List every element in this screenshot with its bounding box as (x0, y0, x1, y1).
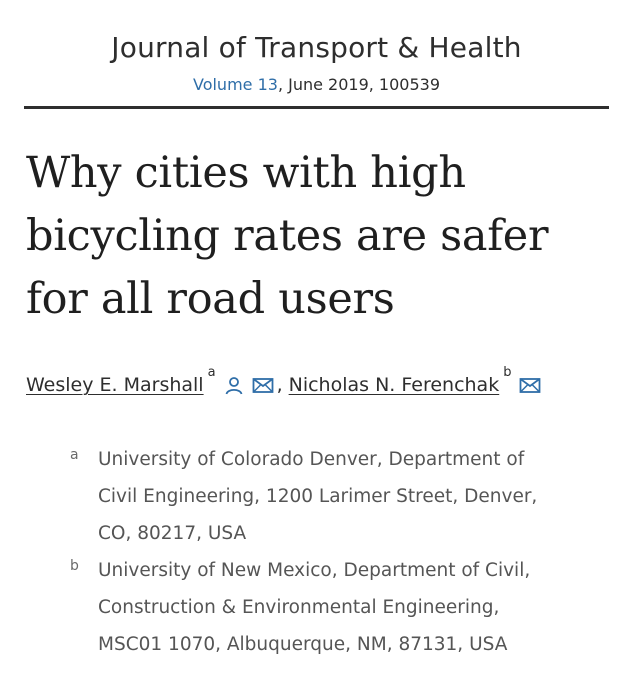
author-list (26, 365, 541, 400)
journal-header (24, 30, 609, 95)
affiliation-b (66, 552, 606, 663)
person-icon[interactable] (224, 375, 244, 402)
author-name-marshall[interactable]: Wesley E. Marshall (26, 374, 204, 396)
affiliation-line: Civil Engineering, 1200 Larimer Street, Denver, (98, 486, 538, 507)
author-name-ferenchak[interactable]: Nicholas N. Ferenchak (288, 374, 500, 396)
affiliations (66, 441, 606, 663)
affiliation-marker: a (70, 447, 79, 463)
issue-info: , June 2019, 100539 (277, 75, 441, 94)
affiliation-a (66, 441, 606, 552)
journal-title[interactable]: Journal of Transport & Health (111, 31, 522, 64)
journal-citation (24, 75, 609, 95)
envelope-icon[interactable] (519, 375, 541, 402)
affiliation-marker[interactable]: b (503, 365, 512, 380)
article-title-line: for all road users (26, 274, 395, 324)
author-separator: , (276, 374, 283, 396)
header-divider (24, 106, 609, 109)
article-title (26, 142, 616, 331)
envelope-icon[interactable] (252, 375, 274, 402)
affiliation-line: University of Colorado Denver, Department of (98, 449, 525, 470)
affiliation-line: CO, 80217, USA (98, 523, 247, 544)
affiliation-marker[interactable]: a (207, 365, 216, 380)
affiliation-marker: b (70, 558, 79, 574)
affiliation-line: Construction & Environmental Engineering, (98, 597, 500, 618)
article-title-line: Why cities with high (26, 148, 466, 198)
affiliation-line: MSC01 1070, Albuquerque, NM, 87131, USA (98, 634, 508, 655)
volume-link[interactable]: Volume 13 (192, 75, 278, 94)
affiliation-line: University of New Mexico, Department of Civil, (98, 560, 531, 581)
article-title-line: bicycling rates are safer (26, 211, 549, 261)
